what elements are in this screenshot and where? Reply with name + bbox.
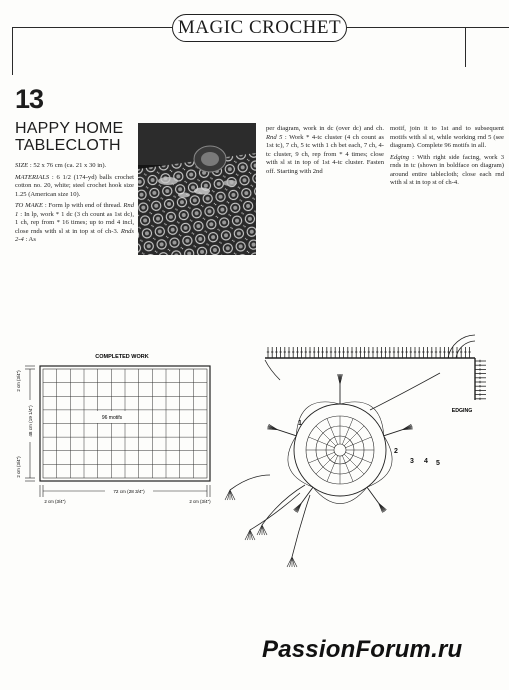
- height-dimension: 48 cm (19 1/4"): [28, 405, 33, 437]
- size-label: SIZE: [15, 162, 29, 169]
- chain-arm: [250, 493, 300, 530]
- chain-loop: [367, 436, 392, 487]
- motif-spoke: [316, 426, 336, 446]
- motif-grid: [43, 369, 207, 478]
- header-rule-left: [12, 27, 172, 28]
- magazine-header: [172, 14, 347, 42]
- rnds2-4-label: Rnds 2-4: [15, 227, 134, 243]
- crochet-diagram: [210, 325, 509, 575]
- motif-spoke: [344, 454, 364, 474]
- chain-loop: [288, 436, 313, 487]
- corner-dimension-bottom: 2 cm (3/4"): [16, 456, 21, 478]
- magazine-title: MAGIC CROCHET: [177, 17, 342, 38]
- cluster-stem: [367, 487, 379, 503]
- pattern-title: HAPPY HOME TABLECLOTH: [15, 120, 124, 154]
- pattern-number: 13: [15, 84, 44, 114]
- chain-arm: [265, 360, 280, 380]
- col2-text-b: : Work * 4-tc cluster (4 ch count as 1st tc), 7 ch, 5 tc with 1 ch bet each, 7 ch, 4-tc cluster, 9 ch, rep from * 4 times; close with sl st in top of 1st 4-tc cluster. Fasten off. Starting with 2nd: [266, 133, 385, 175]
- width-dimension: 72 cm (28 3/4"): [113, 489, 145, 494]
- left-margin-rule: [12, 27, 13, 75]
- motif-spoke: [344, 426, 364, 446]
- arm-fan: [292, 557, 295, 567]
- round-number-4: 4: [424, 458, 428, 465]
- edging-stitches-right: [475, 360, 486, 400]
- motif-spoke: [309, 437, 335, 448]
- round-number-5: 5: [436, 460, 440, 467]
- arm-fan: [257, 525, 262, 535]
- cluster-stem: [384, 430, 403, 436]
- motif-spoke: [346, 437, 372, 448]
- chain-loop: [296, 402, 340, 436]
- arm-fan: [292, 557, 297, 567]
- arm-fan: [250, 530, 253, 540]
- arm-fan: [245, 530, 250, 540]
- arm-fan: [287, 557, 292, 567]
- arm-fan: [290, 557, 293, 567]
- edging-caption: EDGING: [451, 408, 473, 414]
- arm-fan: [262, 525, 267, 535]
- round-number-2: 2: [394, 448, 398, 455]
- chain-loop: [340, 402, 384, 436]
- col3-text-b: : With right side facing, work 3 rnds in tc (shown in boldface on diagram) around entire tablecloth; close each rnd with sl st in top st of ch-4.: [390, 153, 504, 186]
- right-margin-rule: [465, 27, 466, 67]
- corner-dimension-top: 2 cm (3/4"): [16, 370, 21, 392]
- adjoining-motif-chains: [225, 360, 440, 567]
- chain-loop: [313, 487, 367, 503]
- header-rule-right: [347, 27, 509, 28]
- arm-fan: [250, 530, 255, 540]
- forum-watermark: PassionForum.ru: [262, 636, 463, 663]
- corner-dimension-right: 2 cm (3/4"): [189, 499, 211, 504]
- completed-work-schematic: [0, 345, 230, 510]
- motif-count: 96 motifs: [101, 415, 123, 421]
- instructions-column-3: [390, 125, 504, 188]
- motif-spoke: [342, 456, 353, 482]
- arm-fan: [225, 490, 230, 500]
- chain-arm: [230, 475, 270, 490]
- completed-work-title: COMPLETED WORK: [95, 354, 149, 360]
- instructions-column-1: [15, 162, 134, 245]
- arm-fan: [230, 490, 235, 500]
- rnd1-label: Rnd 1: [15, 202, 135, 218]
- motif-spoke: [327, 456, 338, 482]
- rnd1-text: : In lp, work * 1 dc (3 ch count as 1st dc), 1 ch, rep from * 16 times; up to rnd 4 incl, close rnds with sl st in top st of ch-3.: [15, 210, 134, 235]
- col3-text-a: motif, join it to 1st and to subsequent motifs with sl st, while working rnd 5 (see diagram). Complete 96 motifs in all.: [390, 125, 504, 149]
- edging-label: Edging: [390, 153, 410, 161]
- motif-round: [334, 444, 346, 456]
- materials-label: MATERIALS: [15, 173, 50, 181]
- edging-stitches-top: [267, 347, 471, 358]
- size-text: : 52 x 76 cm (ca. 21 x 30 in).: [28, 162, 107, 169]
- corner-dimension-left: 2 cm (3/4"): [44, 499, 66, 504]
- materials-text: : 6 1/2 (174-yd) balls crochet cotton no. 20, white; steel crochet hook size 1.25 (American size 10).: [15, 173, 134, 198]
- arm-fan: [248, 530, 251, 540]
- cluster-stem: [301, 487, 313, 503]
- arm-fan: [260, 525, 263, 535]
- rnd5-label: Rnd 5: [266, 133, 283, 141]
- instructions-column-2: [266, 125, 384, 176]
- chain-arm: [370, 373, 440, 410]
- rnds2-4-text: : As: [23, 236, 36, 243]
- arm-fan: [228, 490, 231, 500]
- motif-spoke: [309, 452, 335, 463]
- motif-spoke: [346, 452, 372, 463]
- motif-spoke: [342, 419, 353, 445]
- col2-text-a: per diagram, work in dc (over dc) and ch.: [266, 125, 384, 132]
- arm-fan: [262, 525, 265, 535]
- chain-arm: [262, 485, 305, 525]
- motif-spoke: [327, 419, 338, 445]
- round-number-3: 3: [410, 458, 414, 465]
- tablecloth-photo-art: [138, 123, 256, 255]
- round-number-1: 1: [298, 420, 302, 427]
- motif-spoke: [316, 454, 336, 474]
- to-make-text: : Form lp with end of thread.: [43, 202, 124, 209]
- to-make-label: TO MAKE: [15, 202, 44, 209]
- cluster-stem: [277, 430, 296, 436]
- tablecloth-photo: [138, 123, 256, 255]
- motif-diagram: [267, 374, 412, 513]
- arm-fan: [230, 490, 233, 500]
